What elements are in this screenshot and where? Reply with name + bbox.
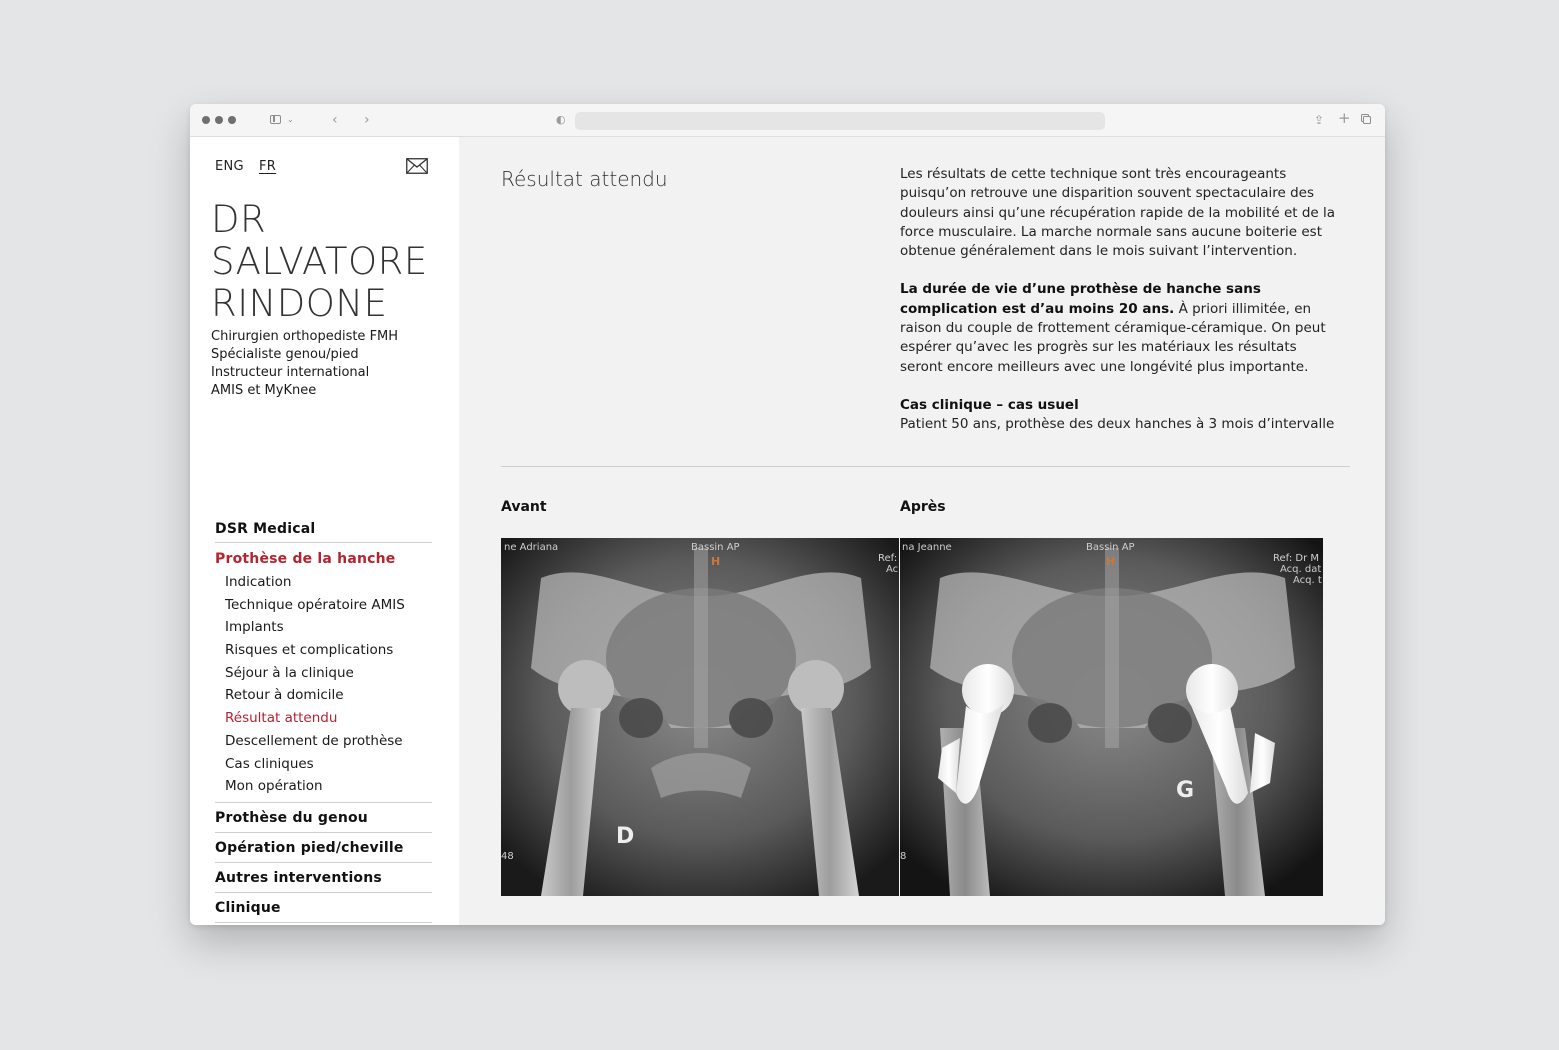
nav-sub-item[interactable]: Mon opération [225, 778, 323, 795]
shield-icon: ◐ [556, 113, 566, 126]
after-label: Après [900, 499, 946, 515]
site-sidebar [190, 137, 459, 925]
nav-hanche-submenu [215, 572, 432, 803]
before-label: Avant [501, 499, 547, 515]
credential-line: Spécialiste genou/pied [211, 347, 359, 362]
paragraph-results: Les résultats de cette technique sont très encourageants puisqu’on retrouve une disparition souvent spectaculaire des douleurs ainsi qu’une récupération rapide de la mobilité et de la force musculaire. La marche normale sans aucune boiterie est obtenue généralement dans le mois suivant l’intervention. [900, 166, 1336, 260]
paragraph-lifespan [900, 280, 1340, 376]
case-block [900, 396, 1340, 435]
xray-acq-date: Acq. dat [1280, 564, 1322, 575]
xray-acq: Ac [886, 564, 899, 575]
browser-window [190, 104, 1385, 925]
xray-after-image [900, 538, 1323, 896]
article-text [900, 165, 1340, 454]
mail-icon[interactable] [406, 158, 428, 174]
lang-fr-link[interactable]: FR [259, 159, 277, 174]
case-title: Cas clinique – cas usuel [900, 396, 1079, 413]
window-controls [202, 116, 236, 124]
name-line: DR [211, 198, 267, 241]
main-nav [215, 517, 432, 923]
xray-view-label: Bassin AP [1086, 542, 1135, 553]
nav-prothese-genou[interactable]: Prothèse du genou [215, 803, 432, 833]
section-divider [501, 466, 1350, 467]
xray-after-drawing [900, 538, 1323, 896]
xray-side-letter: D [616, 824, 635, 849]
xray-marker: H [711, 555, 721, 568]
nav-sub-item[interactable]: Descellement de prothèse [225, 732, 403, 749]
chevron-left-icon[interactable]: ‹ [332, 112, 338, 128]
nav-sub-item[interactable]: Technique opératoire AMIS [225, 596, 405, 613]
doctor-credentials [211, 328, 398, 400]
minimize-window-button[interactable] [215, 116, 223, 124]
doctor-name[interactable] [211, 199, 428, 325]
lang-en-link[interactable]: ENG [215, 159, 244, 174]
xray-before-image [501, 538, 899, 896]
case-description: Patient 50 ans, prothèse des deux hanches à 3 mois d’intervalle [900, 416, 1335, 433]
lifespan-text: À priori illimitée, en raison du couple de frottement céramique-céramique. On peut espérer qu’avec les progrès sur les matériaux les résultats seront encore meilleurs avec une longévité plus importante. [900, 300, 1326, 375]
share-icon[interactable]: ⇪ [1314, 113, 1325, 127]
lifespan-highlight: La durée de vie d’une prothèse de hanche sans complication est d’au moins 20 ans. [900, 281, 1261, 317]
nav-clinique[interactable]: Clinique [215, 893, 432, 923]
nav-dsr-medical[interactable]: DSR Medical [215, 517, 432, 543]
content-area [459, 137, 1385, 925]
nav-sub-item[interactable]: Indication [225, 574, 292, 590]
nav-sub-item[interactable]: Cas cliniques [225, 755, 314, 772]
plus-icon[interactable]: + [1338, 109, 1351, 127]
nav-sub-item[interactable]: Implants [225, 619, 284, 636]
name-line: RINDONE [211, 282, 388, 325]
tabs-icon[interactable] [1361, 114, 1373, 126]
name-line: SALVATORE [211, 240, 428, 283]
nav-sub-item[interactable]: Séjour à la clinique [225, 664, 354, 681]
xray-number: 8 [900, 851, 907, 862]
address-bar[interactable] [575, 112, 1105, 130]
xray-patient-name: na Jeanne [902, 542, 952, 553]
chevron-right-icon[interactable]: › [364, 112, 370, 128]
nav-sub-item[interactable]: Risques et complications [225, 642, 394, 659]
nav-prothese-hanche[interactable]: Prothèse de la hanche [215, 551, 396, 567]
browser-toolbar [190, 104, 1385, 137]
page-title: Résultat attendu [501, 167, 668, 191]
nav-sub-item-current[interactable]: Résultat attendu [225, 710, 338, 727]
maximize-window-button[interactable] [228, 116, 236, 124]
nav-autres-interventions[interactable]: Autres interventions [215, 863, 432, 893]
xray-view-label: Bassin AP [691, 542, 740, 553]
xray-acq-time: Acq. t [1293, 575, 1322, 586]
credential-line: Chirurgien orthopediste FMH [211, 329, 399, 344]
xray-before-drawing [501, 538, 899, 896]
xray-patient-name: ne Adriana [504, 542, 559, 553]
credential-line: Instructeur international [211, 365, 370, 380]
xray-ref: Ref: Dr M [1273, 553, 1319, 564]
xray-side-letter: G [1176, 778, 1195, 803]
credential-line: AMIS et MyKnee [211, 383, 317, 398]
nav-pied-cheville[interactable]: Opération pied/cheville [215, 833, 432, 863]
close-window-button[interactable] [202, 116, 210, 124]
xray-number: 48 [501, 851, 514, 862]
xray-marker: H [1106, 555, 1116, 568]
xray-ref: Ref: [878, 553, 898, 564]
nav-sub-item[interactable]: Retour à domicile [225, 687, 344, 704]
sidebar-icon[interactable]: ⌄ [270, 112, 292, 128]
